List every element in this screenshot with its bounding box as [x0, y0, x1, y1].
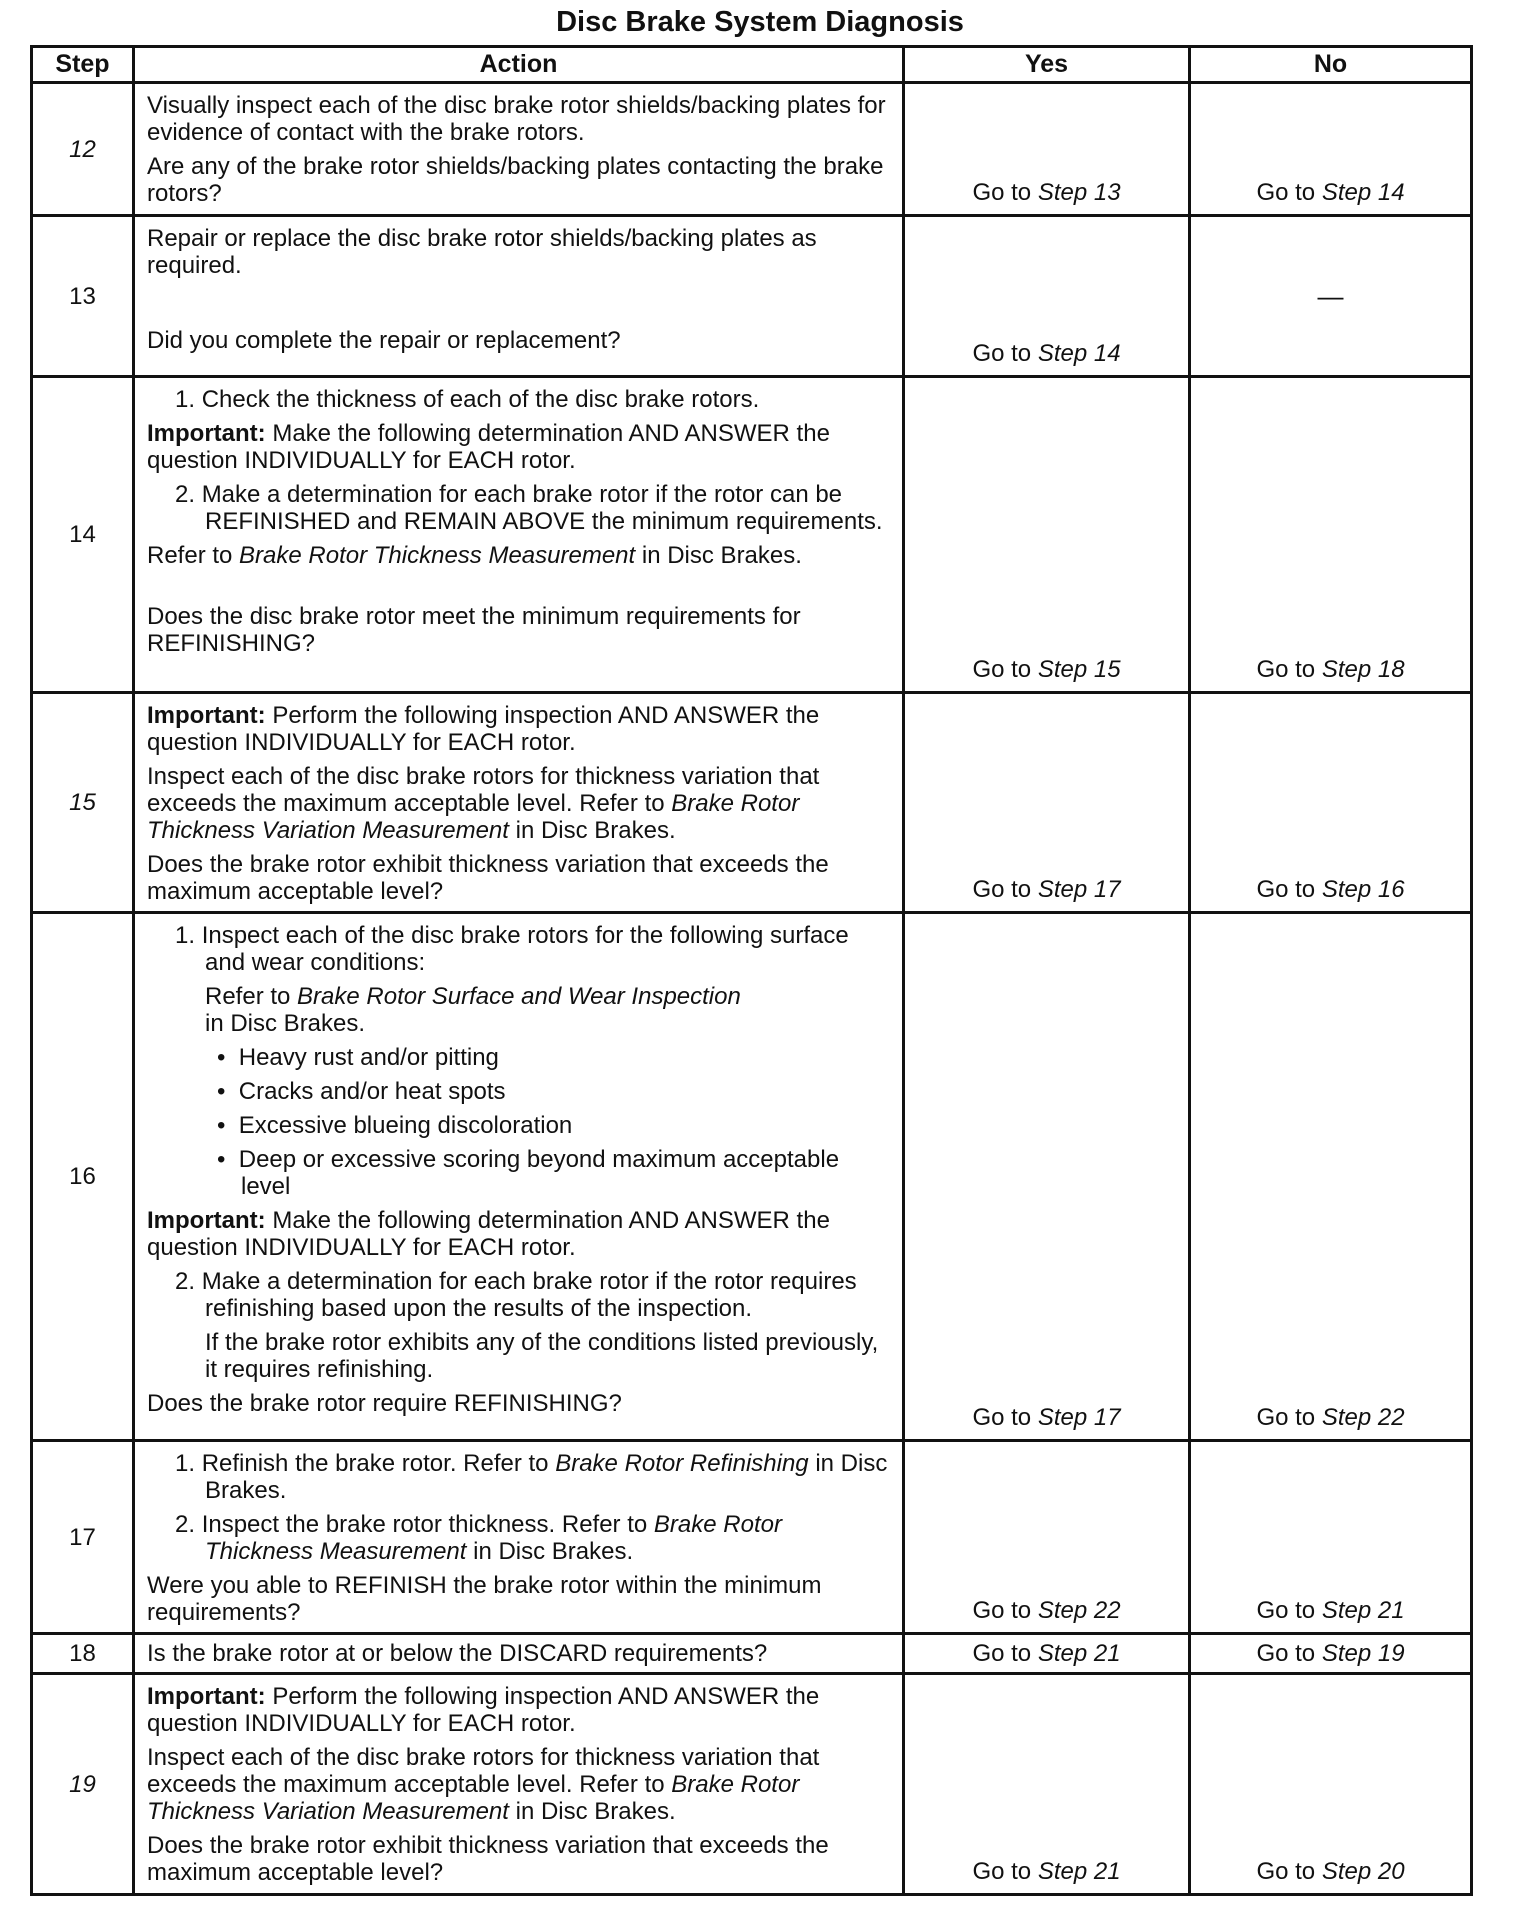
question-text: Did you complete the repair or replacement?: [147, 327, 621, 354]
no-cell: [1190, 913, 1472, 1441]
table-row-step-17: [32, 1441, 1472, 1634]
bullet-item: • Excessive blueing discoloration: [217, 1112, 573, 1139]
go-to-label: Go to: [1256, 1404, 1316, 1431]
action-text: Visually inspect each of the disc brake rotor shields/backing plates for evidence of contact with the brake rotors.: [147, 92, 886, 146]
go-to-label: Go to: [972, 179, 1032, 206]
action-cell: [134, 1674, 904, 1895]
action-text: Inspect each of the disc brake rotors for thickness variation that exceeds the maximum acceptable level. Refer to Brake Rotor Thickness Variation Measurement in Disc Brakes.: [147, 1744, 820, 1825]
numbered-step: 1. Check the thickness of each of the disc brake rotors.: [175, 386, 760, 413]
header-action: Action: [134, 47, 904, 83]
important-note: Important: Perform the following inspection AND ANSWER the question INDIVIDUALLY for EACH rotor.: [147, 1683, 820, 1737]
step-number: 14: [32, 377, 134, 693]
yes-step-link[interactable]: Step 14: [1037, 340, 1121, 367]
header-row: [32, 47, 1472, 83]
numbered-step: 2. Make a determination for each brake rotor if the rotor requires refinishing based upon the results of the inspection.: [175, 1268, 857, 1322]
action-cell: [134, 1441, 904, 1634]
go-to-label: Go to: [1256, 876, 1316, 903]
no-step-link[interactable]: Step 19: [1321, 1640, 1405, 1667]
header-no: No: [1190, 47, 1472, 83]
table-row-step-13: [32, 216, 1472, 377]
question-text: Were you able to REFINISH the brake rotor within the minimum requirements?: [147, 1572, 822, 1626]
no-cell: [1190, 1441, 1472, 1634]
yes-step-link[interactable]: Step 21: [1037, 1640, 1121, 1667]
no-step-link[interactable]: Step 14: [1321, 179, 1405, 206]
step-number: 17: [32, 1441, 134, 1634]
go-to-label: Go to: [972, 1597, 1032, 1624]
no-cell: [1190, 83, 1472, 216]
go-to-label: Go to: [972, 1404, 1032, 1431]
yes-step-link[interactable]: Step 22: [1037, 1597, 1121, 1624]
action-cell: [134, 216, 904, 377]
question-text: Are any of the brake rotor shields/backing plates contacting the brake rotors?: [147, 153, 884, 207]
table-row-step-15: [32, 693, 1472, 913]
action-cell: [134, 83, 904, 216]
important-note: Important: Make the following determination AND ANSWER the question INDIVIDUALLY for EACH rotor.: [147, 1207, 830, 1261]
go-to-label: Go to: [972, 656, 1032, 683]
yes-step-link[interactable]: Step 13: [1037, 179, 1121, 206]
bullet-item: • Cracks and/or heat spots: [217, 1078, 506, 1105]
yes-step-link[interactable]: Step 17: [1037, 1404, 1121, 1431]
no-cell: [1190, 1634, 1472, 1674]
numbered-step: 1. Refinish the brake rotor. Refer to Brake Rotor Refinishing in Disc Brakes.: [175, 1450, 888, 1504]
bullet-item: • Heavy rust and/or pitting: [217, 1044, 499, 1071]
table-row-step-14: [32, 377, 1472, 693]
action-text: If the brake rotor exhibits any of the conditions listed previously, it requires refinishing.: [205, 1329, 879, 1383]
action-cell: [134, 1634, 904, 1674]
no-step-link[interactable]: Step 21: [1321, 1597, 1405, 1624]
no-cell: [1190, 1674, 1472, 1895]
yes-cell: [904, 83, 1190, 216]
yes-cell: [904, 1441, 1190, 1634]
table-row-step-16: [32, 913, 1472, 1441]
action-cell: [134, 693, 904, 913]
numbered-step: 1. Inspect each of the disc brake rotors for the following surface and wear conditions:: [175, 922, 849, 976]
yes-cell: [904, 693, 1190, 913]
yes-cell: [904, 1674, 1190, 1895]
yes-step-link[interactable]: Step 15: [1037, 656, 1121, 683]
no-step-link[interactable]: Step 22: [1321, 1404, 1405, 1431]
no-step-link[interactable]: Step 18: [1321, 656, 1405, 683]
dash-placeholder: —: [1317, 280, 1344, 311]
page-title: Disc Brake System Diagnosis: [556, 6, 964, 38]
go-to-label: Go to: [1256, 179, 1316, 206]
diagnosis-table: [30, 45, 1473, 1896]
no-step-link[interactable]: Step 20: [1321, 1858, 1405, 1885]
action-text: Repair or replace the disc brake rotor shields/backing plates as required.: [147, 225, 817, 279]
reference-link[interactable]: Brake Rotor Thickness Variation Measurement: [147, 790, 800, 844]
refer-text: Refer to Brake Rotor Surface and Wear Inspection in Disc Brakes.: [205, 983, 741, 1037]
question-text: Does the brake rotor exhibit thickness variation that exceeds the maximum acceptable level?: [147, 1832, 829, 1886]
step-number: 19: [32, 1674, 134, 1895]
step-number: 13: [32, 216, 134, 377]
go-to-label: Go to: [1256, 1858, 1316, 1885]
no-cell: [1190, 693, 1472, 913]
important-note: Important: Make the following determination AND ANSWER the question INDIVIDUALLY for EACH rotor.: [147, 420, 830, 474]
action-cell: [134, 377, 904, 693]
numbered-step: 2. Inspect the brake rotor thickness. Refer to Brake Rotor Thickness Measurement in Disc Brakes.: [175, 1511, 782, 1565]
header-yes: Yes: [904, 47, 1190, 83]
reference-link[interactable]: Brake Rotor Thickness Measurement: [239, 542, 636, 569]
numbered-step: 2. Make a determination for each brake rotor if the rotor can be REFINISHED and REMAIN ABOVE the minimum requirements.: [175, 481, 883, 535]
action-text: Inspect each of the disc brake rotors for thickness variation that exceeds the maximum acceptable level. Refer to Brake Rotor Thickness Variation Measurement in Disc Brakes.: [147, 763, 820, 844]
table-row-step-12: [32, 83, 1472, 216]
go-to-label: Go to: [972, 876, 1032, 903]
action-cell: [134, 913, 904, 1441]
step-number: 15: [32, 693, 134, 913]
header-step: Step: [32, 47, 134, 83]
go-to-label: Go to: [972, 340, 1032, 367]
reference-link[interactable]: Brake Rotor Thickness Measurement: [205, 1511, 782, 1565]
reference-link[interactable]: Brake Rotor Thickness Variation Measurement: [147, 1771, 800, 1825]
table-row-step-19: [32, 1674, 1472, 1895]
step-number: 16: [32, 913, 134, 1441]
yes-step-link[interactable]: Step 21: [1037, 1858, 1121, 1885]
question-text: Does the brake rotor require REFINISHING?: [147, 1390, 622, 1417]
step-number: 12: [32, 83, 134, 216]
go-to-label: Go to: [1256, 1640, 1316, 1667]
yes-cell: [904, 216, 1190, 377]
important-note: Important: Perform the following inspection AND ANSWER the question INDIVIDUALLY for EACH rotor.: [147, 702, 820, 756]
yes-cell: [904, 1634, 1190, 1674]
reference-link[interactable]: Brake Rotor Surface and Wear Inspection: [297, 983, 741, 1010]
no-cell-empty: [1190, 216, 1472, 377]
go-to-label: Go to: [972, 1858, 1032, 1885]
question-text: Does the brake rotor exhibit thickness variation that exceeds the maximum acceptable level?: [147, 851, 829, 905]
step-number: 18: [32, 1634, 134, 1674]
question-text: Does the disc brake rotor meet the minimum requirements for REFINISHING?: [147, 603, 801, 657]
go-to-label: Go to: [1256, 656, 1316, 683]
table-row-step-18: [32, 1634, 1472, 1674]
no-cell: [1190, 377, 1472, 693]
yes-step-link[interactable]: Step 17: [1037, 876, 1121, 903]
go-to-label: Go to: [1256, 1597, 1316, 1624]
reference-link[interactable]: Brake Rotor Refinishing: [555, 1450, 809, 1477]
yes-cell: [904, 913, 1190, 1441]
no-step-link[interactable]: Step 16: [1321, 876, 1405, 903]
refer-text: Refer to Brake Rotor Thickness Measurement in Disc Brakes.: [147, 542, 802, 569]
bullet-item: • Deep or excessive scoring beyond maximum acceptable level: [217, 1146, 840, 1200]
go-to-label: Go to: [972, 1640, 1032, 1667]
question-text: Is the brake rotor at or below the DISCARD requirements?: [147, 1640, 768, 1667]
yes-cell: [904, 377, 1190, 693]
